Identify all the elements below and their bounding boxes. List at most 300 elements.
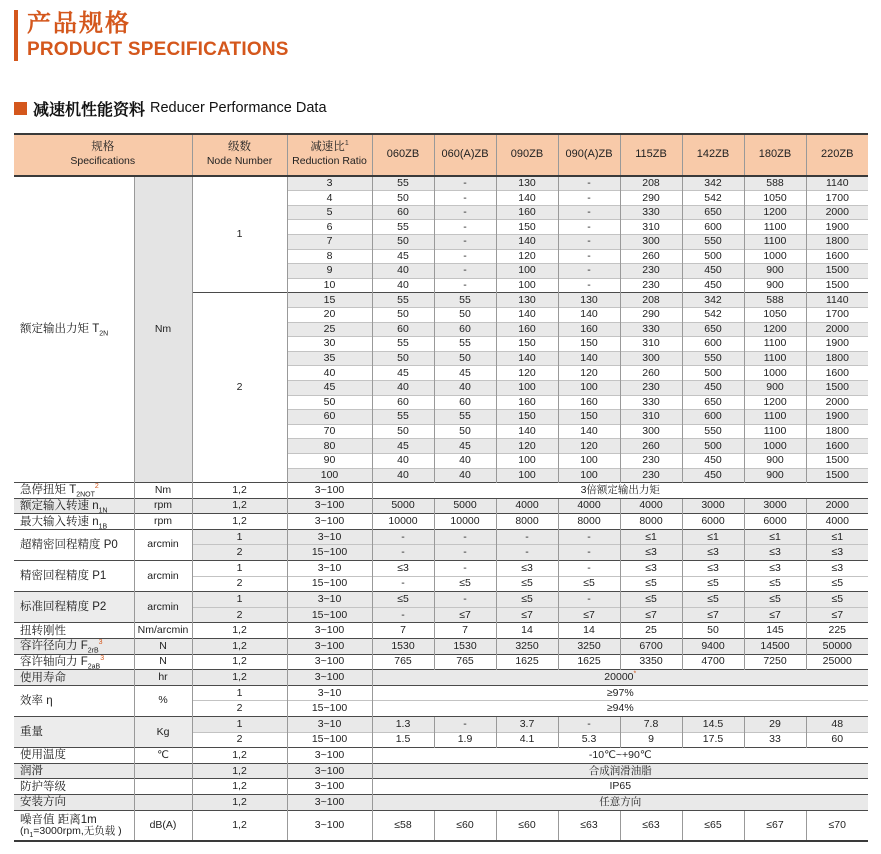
node-cell: 2 <box>192 576 287 592</box>
value-cell: 300 <box>620 351 682 366</box>
table-row <box>14 561 868 577</box>
value-cell: 55 <box>372 410 434 425</box>
value-cell: 230 <box>620 453 682 468</box>
ratio-cell: 3~100 <box>287 483 372 499</box>
value-cell: 40 <box>434 380 496 395</box>
accent-bar <box>14 10 18 61</box>
value-cell: 60 <box>434 322 496 337</box>
ratio-cell: 15~100 <box>287 732 372 748</box>
ratio-cell: 45 <box>287 380 372 395</box>
node-cell: 1 <box>192 529 287 545</box>
unit-cell: Nm/arcmin <box>134 623 192 639</box>
node-cell: 1 <box>192 717 287 733</box>
table-row <box>14 748 868 764</box>
value-cell: 130 <box>558 293 620 308</box>
value-cell: 3000 <box>682 498 744 514</box>
value-cell: 1100 <box>744 351 806 366</box>
value-cell: 1600 <box>806 249 868 264</box>
value-cell: 1.9 <box>434 732 496 748</box>
value-cell: 5.3 <box>558 732 620 748</box>
node-cell: 1,2 <box>192 639 287 655</box>
value-cell: 500 <box>682 249 744 264</box>
value-cell: 100 <box>496 380 558 395</box>
value-cell: ≤60 <box>434 810 496 841</box>
value-cell: ≤5 <box>620 592 682 608</box>
spec-label <box>14 498 134 514</box>
node-cell: 1 <box>192 592 287 608</box>
value-cell: 55 <box>372 220 434 235</box>
table-row <box>14 810 868 841</box>
value-cell: ≤3 <box>744 561 806 577</box>
value-cell: 310 <box>620 220 682 235</box>
ratio-cell: 15~100 <box>287 576 372 592</box>
value-cell: 14 <box>496 623 558 639</box>
value-cell: 7.8 <box>620 717 682 733</box>
value-cell: 8000 <box>558 514 620 530</box>
value-cell: 29 <box>744 717 806 733</box>
node-cell: 1,2 <box>192 779 287 795</box>
page-title-group <box>27 10 289 61</box>
value-cell: 50 <box>434 351 496 366</box>
value-cell: 1100 <box>744 337 806 352</box>
table-row <box>14 176 868 191</box>
value-cell: 4000 <box>620 498 682 514</box>
value-cell: 100 <box>496 468 558 483</box>
value-cell: 450 <box>682 264 744 279</box>
value-cell: 600 <box>682 220 744 235</box>
value-cell: - <box>434 220 496 235</box>
value-cell: 1200 <box>744 395 806 410</box>
value-cell: ≤5 <box>496 592 558 608</box>
value-cell: 542 <box>682 307 744 322</box>
ratio-cell: 50 <box>287 395 372 410</box>
ratio-cell: 60 <box>287 410 372 425</box>
value-cell: 50 <box>434 424 496 439</box>
value-cell: 1600 <box>806 366 868 381</box>
value-cell: 8000 <box>620 514 682 530</box>
table-row <box>14 623 868 639</box>
unit-cell: rpm <box>134 498 192 514</box>
value-cell: ≤1 <box>620 529 682 545</box>
value-cell: ≤7 <box>744 607 806 623</box>
value-cell: ≤5 <box>744 576 806 592</box>
page-header <box>14 10 868 61</box>
spec-label-text: 精密回程精度 P1 <box>20 570 107 583</box>
value-cell: 150 <box>496 337 558 352</box>
value-cell: 140 <box>496 307 558 322</box>
value-cell: 50 <box>434 307 496 322</box>
spec-label-text: 额定输出力矩 $T_{2N}$ <box>20 323 109 338</box>
column-header-spec-zh: 规格 <box>91 141 115 154</box>
value-cell: 55 <box>434 293 496 308</box>
table-row <box>14 794 868 810</box>
table-row <box>14 498 868 514</box>
unit-cell: % <box>134 685 192 716</box>
value-cell: 140 <box>558 424 620 439</box>
value-cell: - <box>372 545 434 561</box>
value-cell: ≤5 <box>682 576 744 592</box>
value-cell: - <box>558 717 620 733</box>
page-title-en: PRODUCT SPECIFICATIONS <box>27 38 289 60</box>
value-cell: 230 <box>620 468 682 483</box>
value-cell: 4000 <box>496 498 558 514</box>
column-header-ratio-zh: 减速比$^1$ <box>310 140 349 154</box>
value-cell: 1900 <box>806 220 868 235</box>
value-cell: ≤63 <box>620 810 682 841</box>
value-cell: 40 <box>372 468 434 483</box>
value-cell: 765 <box>372 654 434 670</box>
value-cell: 55 <box>372 176 434 191</box>
value-cell: 1100 <box>744 235 806 250</box>
column-header-spec-en: Specifications <box>70 155 136 168</box>
column-header-node-en: Node Number <box>206 155 273 168</box>
node-cell: 1,2 <box>192 623 287 639</box>
ratio-cell: 15~100 <box>287 701 372 717</box>
value-cell: 330 <box>620 205 682 220</box>
header-row <box>14 134 868 176</box>
value-cell: 100 <box>558 453 620 468</box>
value-cell: 450 <box>682 278 744 293</box>
value-cell: 550 <box>682 235 744 250</box>
spec-label <box>14 639 134 655</box>
value-cell: - <box>558 264 620 279</box>
ratio-cell: 7 <box>287 235 372 250</box>
value-cell: 60 <box>806 732 868 748</box>
value-cell: 150 <box>558 337 620 352</box>
ratio-cell: 20 <box>287 307 372 322</box>
value-cell: 588 <box>744 176 806 191</box>
value-cell: 45 <box>372 366 434 381</box>
value-cell: 1700 <box>806 307 868 322</box>
value-cell: 14.5 <box>682 717 744 733</box>
value-cell: ≤3 <box>744 545 806 561</box>
ratio-cell: 3~10 <box>287 592 372 608</box>
value-cell: ≤7 <box>434 607 496 623</box>
spec-label <box>14 779 134 795</box>
spec-label-text: 标准回程精度 P2 <box>20 601 107 614</box>
spec-label <box>14 514 134 530</box>
value-cell: 4.1 <box>496 732 558 748</box>
value-cell: 1500 <box>806 453 868 468</box>
ratio-cell: 15 <box>287 293 372 308</box>
unit-cell: N <box>134 654 192 670</box>
table-row <box>14 654 868 670</box>
value-cell: 8000 <box>496 514 558 530</box>
column-header-ratio-en: Reduction Ratio <box>292 155 367 168</box>
value-cell: 140 <box>558 351 620 366</box>
value-cell: 342 <box>682 176 744 191</box>
value-cell: 9 <box>620 732 682 748</box>
value-cell: - <box>434 561 496 577</box>
table-row <box>14 514 868 530</box>
ratio-cell: 8 <box>287 249 372 264</box>
value-cell: 1100 <box>744 424 806 439</box>
unit-cell: Kg <box>134 717 192 748</box>
column-header-model: 220ZB <box>806 134 868 176</box>
value-cell: 2000 <box>806 498 868 514</box>
value-cell: 4000 <box>806 514 868 530</box>
value-cell: ≤5 <box>744 592 806 608</box>
unit-cell: arcmin <box>134 529 192 560</box>
value-cell: 60 <box>434 395 496 410</box>
spec-label <box>14 561 134 592</box>
spec-label-text: 容许径向力 $F_{2rB}^3$ <box>20 639 103 655</box>
table-row <box>14 592 868 608</box>
ratio-cell: 3~100 <box>287 810 372 841</box>
value-cell: 1500 <box>806 264 868 279</box>
value-cell: 140 <box>496 424 558 439</box>
ratio-cell: 3~100 <box>287 623 372 639</box>
span-value-cell: 20000* <box>372 670 868 686</box>
value-cell: 130 <box>496 176 558 191</box>
value-cell: 3250 <box>496 639 558 655</box>
value-cell: 100 <box>558 468 620 483</box>
value-cell: 290 <box>620 191 682 206</box>
value-cell: 2000 <box>806 322 868 337</box>
spec-label-text: 使用寿命 <box>20 671 66 684</box>
node-cell: 1,2 <box>192 654 287 670</box>
value-cell: ≤3 <box>620 545 682 561</box>
spec-label <box>14 623 134 639</box>
spec-label <box>14 685 134 716</box>
value-cell: 45 <box>434 366 496 381</box>
page-title: 产品规格 <box>27 10 131 37</box>
value-cell: 100 <box>496 264 558 279</box>
value-cell: 1000 <box>744 439 806 454</box>
node-cell: 1 <box>192 176 287 293</box>
spec-label-text: 额定输入转速 $n_{1N}$ <box>20 499 108 514</box>
value-cell: 7 <box>372 623 434 639</box>
value-cell: 40 <box>434 468 496 483</box>
table-row <box>14 685 868 701</box>
value-cell: - <box>558 220 620 235</box>
value-cell: 1700 <box>806 191 868 206</box>
ratio-cell: 4 <box>287 191 372 206</box>
value-cell: 40 <box>372 453 434 468</box>
ratio-cell: 25 <box>287 322 372 337</box>
column-header-model: 060ZB <box>372 134 434 176</box>
ratio-cell: 3~100 <box>287 514 372 530</box>
value-cell: ≤58 <box>372 810 434 841</box>
span-value-cell: ≥97% <box>372 685 868 701</box>
value-cell: 450 <box>682 468 744 483</box>
unit-cell: ℃ <box>134 748 192 764</box>
ratio-cell: 3~100 <box>287 763 372 779</box>
value-cell: 550 <box>682 351 744 366</box>
value-cell: 5000 <box>434 498 496 514</box>
value-cell: - <box>434 235 496 250</box>
value-cell: 1.5 <box>372 732 434 748</box>
spec-table <box>14 133 868 842</box>
value-cell: 140 <box>558 307 620 322</box>
value-cell: 3.7 <box>496 717 558 733</box>
value-cell: - <box>558 561 620 577</box>
value-cell: ≤60 <box>496 810 558 841</box>
spec-label <box>14 763 134 779</box>
value-cell: 50 <box>372 307 434 322</box>
value-cell: 160 <box>496 322 558 337</box>
value-cell: 10000 <box>372 514 434 530</box>
value-cell: 1.3 <box>372 717 434 733</box>
value-cell: 3000 <box>744 498 806 514</box>
value-cell: 1050 <box>744 191 806 206</box>
spec-label <box>14 654 134 670</box>
unit-cell: arcmin <box>134 592 192 623</box>
spec-label-text: 容许轴向力 $F_{2aB}^3$ <box>20 655 105 670</box>
value-cell: 40 <box>372 278 434 293</box>
value-cell: 40 <box>372 264 434 279</box>
value-cell: 50 <box>372 351 434 366</box>
value-cell: 48 <box>806 717 868 733</box>
value-cell: 600 <box>682 337 744 352</box>
spec-label-subtext: ($n_1=3000rpm$,无负载 ) <box>20 824 122 839</box>
value-cell: 1625 <box>496 654 558 670</box>
value-cell: - <box>372 576 434 592</box>
spec-label-text: 重量 <box>20 726 43 739</box>
value-cell: 120 <box>496 439 558 454</box>
value-cell: 160 <box>558 395 620 410</box>
column-header-model: 090ZB <box>496 134 558 176</box>
ratio-cell: 3~100 <box>287 779 372 795</box>
value-cell: 900 <box>744 278 806 293</box>
value-cell: 160 <box>496 395 558 410</box>
ratio-cell: 3~100 <box>287 654 372 670</box>
value-cell: 1000 <box>744 366 806 381</box>
value-cell: - <box>434 205 496 220</box>
node-cell: 1,2 <box>192 748 287 764</box>
value-cell: ≤3 <box>496 561 558 577</box>
value-cell: 1625 <box>558 654 620 670</box>
spec-label <box>14 810 134 841</box>
value-cell: ≤63 <box>558 810 620 841</box>
unit-cell <box>134 794 192 810</box>
spec-label-text: 急停扭矩 $T_{2NOT}^2$ <box>20 483 99 499</box>
value-cell: - <box>434 176 496 191</box>
column-header-node <box>192 134 287 176</box>
value-cell: 600 <box>682 410 744 425</box>
value-cell: 230 <box>620 264 682 279</box>
spec-label-text: 噪音值 距离1m <box>20 813 97 826</box>
value-cell: 160 <box>558 322 620 337</box>
section-bullet-icon <box>14 102 27 115</box>
value-cell: 765 <box>434 654 496 670</box>
value-cell: - <box>434 264 496 279</box>
column-header-model: 142ZB <box>682 134 744 176</box>
value-cell: 1500 <box>806 468 868 483</box>
value-cell: 2000 <box>806 395 868 410</box>
value-cell: 900 <box>744 453 806 468</box>
table-row <box>14 639 868 655</box>
value-cell: 1100 <box>744 410 806 425</box>
ratio-cell: 90 <box>287 453 372 468</box>
section-title: 减速机性能资料 <box>33 101 146 119</box>
value-cell: 33 <box>744 732 806 748</box>
ratio-cell: 3~100 <box>287 748 372 764</box>
value-cell: 25 <box>620 623 682 639</box>
spec-label <box>14 529 134 560</box>
ratio-cell: 40 <box>287 366 372 381</box>
node-cell: 2 <box>192 293 287 483</box>
node-cell: 1,2 <box>192 794 287 810</box>
span-value-cell: -10℃~+90℃ <box>372 748 868 764</box>
value-cell: 1500 <box>806 380 868 395</box>
value-cell: ≤1 <box>806 529 868 545</box>
column-header-model: 090(A)ZB <box>558 134 620 176</box>
node-cell: 2 <box>192 545 287 561</box>
value-cell: 450 <box>682 380 744 395</box>
node-cell: 1,2 <box>192 670 287 686</box>
span-value-cell: 任意方向 <box>372 794 868 810</box>
node-cell: 1,2 <box>192 763 287 779</box>
value-cell: 330 <box>620 322 682 337</box>
value-cell: ≤3 <box>682 561 744 577</box>
value-cell: 60 <box>372 322 434 337</box>
value-cell: 140 <box>496 235 558 250</box>
ratio-cell: 5 <box>287 205 372 220</box>
value-cell: - <box>558 545 620 561</box>
value-cell: ≤70 <box>806 810 868 841</box>
value-cell: - <box>372 607 434 623</box>
unit-cell: Nm <box>134 176 192 483</box>
value-cell: ≤7 <box>620 607 682 623</box>
value-cell: 3350 <box>620 654 682 670</box>
value-cell: - <box>496 545 558 561</box>
value-cell: 1200 <box>744 205 806 220</box>
value-cell: ≤5 <box>434 576 496 592</box>
value-cell: 150 <box>496 410 558 425</box>
node-cell: 1,2 <box>192 483 287 499</box>
value-cell: 55 <box>434 410 496 425</box>
value-cell: ≤3 <box>806 545 868 561</box>
value-cell: 310 <box>620 337 682 352</box>
value-cell: 260 <box>620 439 682 454</box>
spec-label-text: 防护等级 <box>20 780 66 793</box>
value-cell: 4700 <box>682 654 744 670</box>
value-cell: 50 <box>372 191 434 206</box>
ratio-cell: 80 <box>287 439 372 454</box>
node-cell: 2 <box>192 732 287 748</box>
value-cell: 330 <box>620 395 682 410</box>
spec-label <box>14 592 134 623</box>
ratio-cell: 35 <box>287 351 372 366</box>
unit-cell: rpm <box>134 514 192 530</box>
ratio-cell: 3~100 <box>287 498 372 514</box>
value-cell: 500 <box>682 439 744 454</box>
value-cell: ≤3 <box>620 561 682 577</box>
value-cell: - <box>434 545 496 561</box>
value-cell: 50 <box>372 424 434 439</box>
value-cell: ≤65 <box>682 810 744 841</box>
value-cell: 120 <box>496 249 558 264</box>
value-cell: 50 <box>372 235 434 250</box>
value-cell: 45 <box>372 439 434 454</box>
value-cell: 120 <box>496 366 558 381</box>
value-cell: 55 <box>372 337 434 352</box>
table-row <box>14 529 868 545</box>
value-cell: - <box>558 205 620 220</box>
value-cell: 588 <box>744 293 806 308</box>
span-value-cell: 3倍额定输出力矩 <box>372 483 868 499</box>
spec-label-text: 扭转刚性 <box>20 624 66 637</box>
spec-label <box>14 717 134 748</box>
value-cell: 120 <box>558 439 620 454</box>
value-cell: ≤1 <box>744 529 806 545</box>
spec-label-text: 安装方向 <box>20 796 66 809</box>
value-cell: 17.5 <box>682 732 744 748</box>
unit-cell <box>134 763 192 779</box>
value-cell: 310 <box>620 410 682 425</box>
value-cell: 208 <box>620 176 682 191</box>
